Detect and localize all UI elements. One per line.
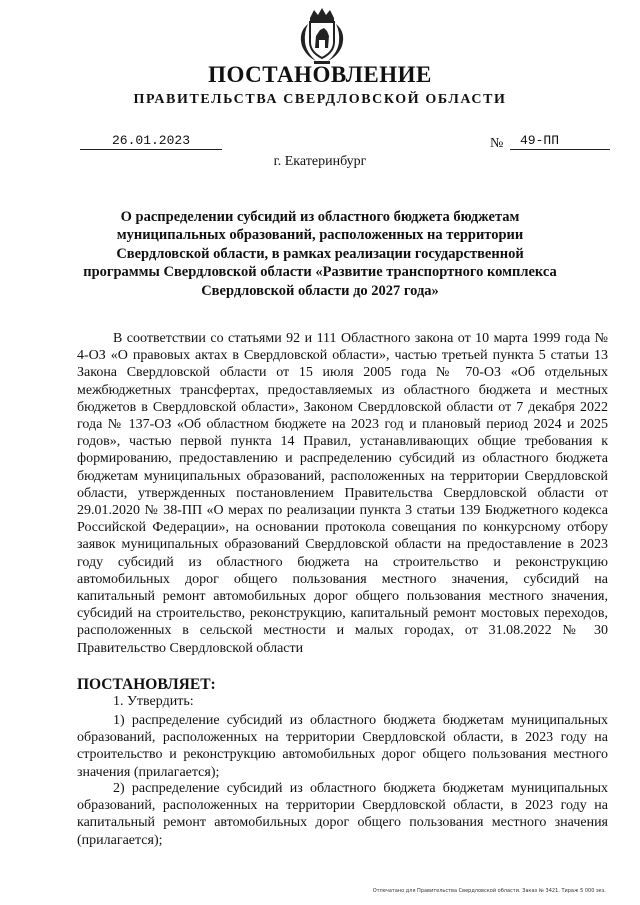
city: г. Екатеринбург xyxy=(273,154,367,169)
document-heading: О распределении субсидий из областного бюджета бюджетам муниципальных образований, расположенных на территории Свердловской области, в рамках реализации государственной программы Свердловской области «Развитие транспортного комплекса Свердловской области до 2027 года» xyxy=(83,209,557,299)
document-date: 26.01.2023 xyxy=(80,133,222,150)
number-label: № xyxy=(490,136,504,151)
document-title: ПОСТАНОВЛЕНИЕ xyxy=(208,62,432,87)
item-1-1: 1) распределение субсидий из областного бюджета бюджетам муниципальных образований, расположенных на территории Свердловской области, в 2023 году на строительство и реконструкцию автомобильных дорог общего пользования местного значения (прилагается); xyxy=(77,713,608,780)
preamble-paragraph: В соответствии со статьями 92 и 111 Областного закона от 10 марта 1999 года № 4-ОЗ «О правовых актах в Свердловской области», частью третьей пункта 5 статьи 13 Закона Свердловской области от 15 июля 2005 года № 70-ОЗ «Об отдельных межбюджетных трансфертах, предоставляемых из областного бюджета и местных бюджетов в Свердловской области», Законом Свердловской области от 7 декабря 2022 года № 137-ОЗ «Об областном бюджете на 2023 год и плановый период 2024 и 2025 годов», частью первой пункта 14 Правил, устанавливающих общие требования к формированию, предоставлению и распределению субсидий из областного бюджета бюджетам муниципальных образований, расположенных на территории Свердловской области, утвержденных постановлением Правительства Свердловской области от 29.01.2020 № 38-ПП «О мерах по реализации пункта 3 статьи 139 Бюджетного кодекса Российской Федерации», на основании протокола совещания по конкурсному отбору заявок муниципальных образований Свердловской области на предоставление в 2023 году субсидий из областного бюджета на строительство и реконструкцию автомобильных дорог общего пользования местного значения, субсидий на капитальный ремонт автомобильных дорог общего пользования местного значения, субсидий на строительство, реконструкцию, капитальный ремонт мостовых переходов, расположенных в сельской местности и малых городах, от 31.08.2022 № 30 Правительство Свердловской области xyxy=(77,331,608,656)
print-note: Отпечатано для Правительства Свердловской области. Заказ № 3421. Тираж 5 000 экз. xyxy=(372,888,606,894)
item-1-2: 2) распределение субсидий из областного бюджета бюджетам муниципальных образований, расположенных на территории Свердловской области, в 2023 году на капитальный ремонт автомобильных дорог общего пользования местного значения (прилагается); xyxy=(77,781,608,848)
resolves-label: ПОСТАНОВЛЯЕТ: xyxy=(77,676,216,693)
coat-of-arms-emblem xyxy=(296,6,348,66)
item-1: 1. Утвердить: xyxy=(113,694,194,709)
document-subtitle: ПРАВИТЕЛЬСТВА СВЕРДЛОВСКОЙ ОБЛАСТИ xyxy=(133,92,507,107)
document-number: 49-ПП xyxy=(510,133,610,150)
